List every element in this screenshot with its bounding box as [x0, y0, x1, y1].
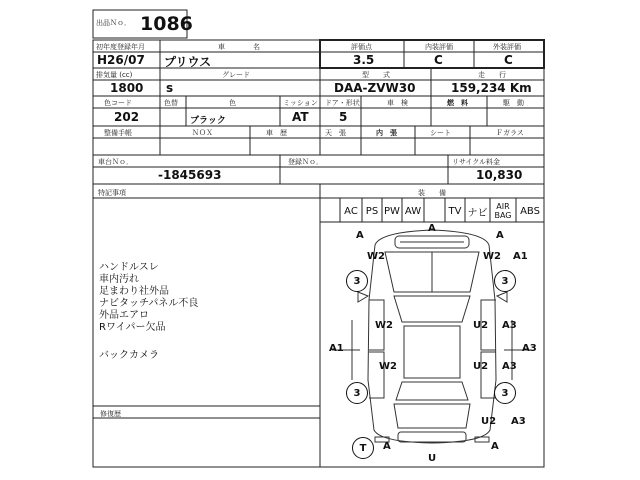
damage-mark: W2 — [483, 251, 501, 262]
equip-navi: ナビ — [467, 207, 488, 219]
inner-label: 内 張 — [376, 129, 397, 137]
damage-mark: A3 — [502, 361, 517, 372]
score-value: 3.5 — [353, 53, 375, 67]
recycle-value: 10,830 — [476, 168, 523, 182]
note-extra: バックカメラ — [99, 350, 159, 361]
color-family-label: 色替 — [164, 99, 178, 107]
damage-circle: 3 — [346, 382, 368, 404]
interior-label: 内装評価 — [425, 43, 453, 51]
damage-mark: A — [383, 441, 391, 452]
sunroof-label: 天 張 — [325, 129, 346, 137]
damage-circle: 3 — [494, 382, 516, 404]
nox-label: ＮＯＸ — [192, 129, 213, 137]
damage-mark: A — [496, 230, 504, 241]
color-code-label: 色コード — [104, 99, 132, 107]
check-label: 車 検 — [387, 99, 408, 107]
note-item: 車内汚れ — [99, 274, 139, 285]
regno-label: 登録Ｎｏ． — [288, 158, 323, 166]
car-diagram — [332, 230, 532, 443]
damage-circle: 3 — [494, 270, 516, 292]
equip-ac: AC — [344, 205, 358, 217]
model-value: DAA-ZVW30 — [334, 81, 416, 95]
note-item: Rワイパー欠品 — [99, 322, 166, 333]
equip-abs: ABS — [520, 205, 540, 217]
recycle-label: リサイクル料金 — [452, 158, 501, 166]
manual-label: 整備手帳 — [104, 129, 132, 137]
color-value: ブラック — [190, 116, 226, 126]
equip-airbag: AIR BAG — [494, 202, 512, 220]
reg-value: H26/07 — [97, 53, 145, 67]
equip-ps: PS — [365, 205, 379, 217]
color-code-value: 202 — [114, 110, 140, 124]
equip-aw: AW — [404, 205, 422, 217]
transmission-label: ミッション — [283, 99, 318, 107]
reg-label: 初年度登録年月 — [96, 43, 145, 51]
door-label: ドア・形状 — [325, 99, 360, 107]
chassis-label: 車台Ｎｏ． — [98, 158, 133, 166]
damage-mark: A3 — [522, 343, 537, 354]
damage-circle: T — [352, 437, 374, 459]
displacement-value: 1800 — [110, 81, 144, 95]
equip-pw: PW — [384, 205, 400, 217]
car-name-label: 車 名 — [218, 43, 260, 51]
damage-mark: A1 — [329, 343, 344, 354]
damage-mark: A3 — [511, 416, 526, 427]
displacement-label: 排気量 (cc) — [96, 71, 133, 79]
glass-label: Ｆガラス — [496, 129, 524, 137]
damage-mark: A — [428, 223, 436, 234]
damage-mark: U2 — [473, 361, 489, 372]
drive-label: 駆 動 — [503, 99, 524, 107]
history-label: 車 歴 — [266, 129, 287, 137]
lot-number: 1086 — [140, 13, 193, 35]
damage-mark: W2 — [367, 251, 385, 262]
exterior-value: C — [504, 53, 513, 67]
transmission-value: AT — [292, 110, 309, 124]
note-item: ハンドルスレ — [99, 262, 159, 273]
note-item: 外品エアロ — [99, 310, 149, 321]
damage-mark: A — [356, 230, 364, 241]
damage-mark: W2 — [375, 320, 393, 331]
damage-circle: 3 — [346, 270, 368, 292]
equip-blank — [424, 200, 445, 222]
damage-mark: A — [491, 441, 499, 452]
interior-value: C — [434, 53, 443, 67]
exterior-label: 外装評価 — [493, 43, 521, 51]
chassis-value: -1845693 — [158, 168, 222, 182]
damage-mark: W2 — [379, 361, 397, 372]
score-label: 評価点 — [351, 43, 372, 51]
damage-mark: U — [428, 453, 437, 464]
mileage-value: 159,234 Km — [451, 81, 532, 95]
equipment-label: 装 備 — [418, 189, 446, 197]
damage-mark: U2 — [473, 320, 489, 331]
note-item: ナビタッチパネル不良 — [99, 298, 199, 309]
car-name-value: プリウス — [164, 55, 212, 69]
color-label: 色 — [229, 99, 236, 107]
note-item: 足まわり社外品 — [99, 286, 169, 297]
grade-label: グレード — [222, 71, 250, 79]
model-label: 型 式 — [362, 71, 390, 79]
grade-value: s — [166, 81, 174, 95]
damage-mark: A3 — [502, 320, 517, 331]
equip-tv: TV — [448, 205, 462, 217]
seat-label: シート — [430, 129, 451, 137]
damage-mark: U2 — [481, 416, 497, 427]
notes-label: 特記事項 — [98, 189, 126, 197]
damage-mark: A1 — [513, 251, 528, 262]
lot-label: 出品Ｎｏ． — [96, 19, 131, 27]
door-value: 5 — [339, 110, 348, 124]
fuel-label: 燃 料 — [447, 99, 468, 107]
repair-label: 修復歴 — [100, 410, 121, 418]
mileage-label: 走 行 — [478, 71, 506, 79]
